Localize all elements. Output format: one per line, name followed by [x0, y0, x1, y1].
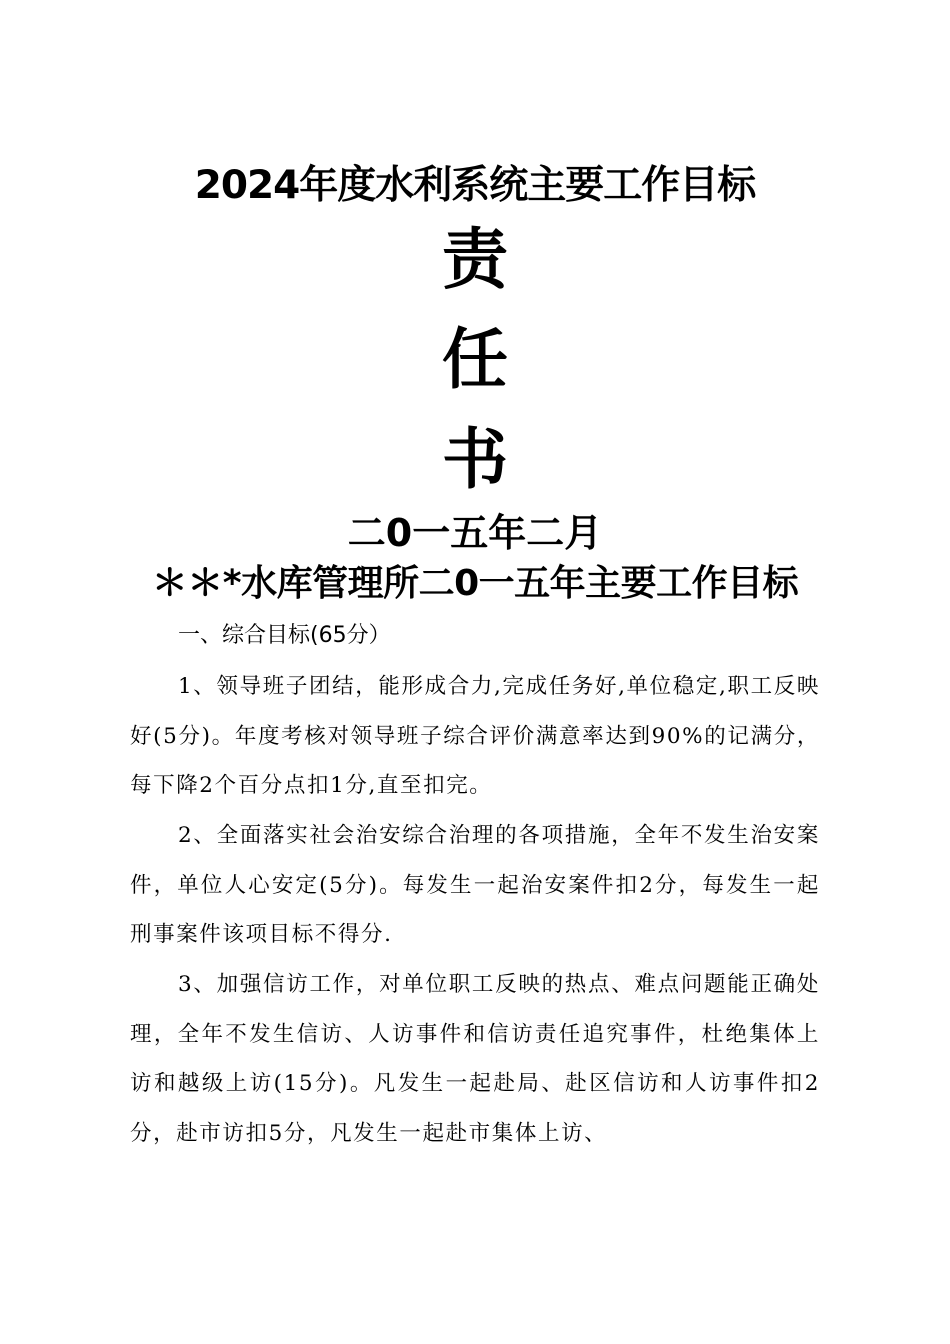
paragraph-2: 2、全面落实社会治安综合治理的各项措施，全年不发生治安案件，单位人心安定(5分)。每发生一起治安案件扣2分，每发生一起刑事案件该项目标不得分.: [130, 823, 820, 947]
document-date: 二0一五年二月: [347, 511, 603, 555]
title-char-shu: 书: [442, 421, 508, 498]
paragraph-3: 3、加强信访工作，对单位职工反映的热点、难点问题能正确处理，全年不发生信访、人访事件和信访责任追究事件，杜绝集体上访和越级上访(15分)。凡发生一起赴局、赴区信访和人访事件扣2分，赴市访扣5分，凡发生一起赴市集体上访、: [130, 972, 820, 1146]
paragraph-1: 1、领导班子团结，能形成合力,完成任务好,单位稳定,职工反映好(5分)。年度考核对领导班子综合评价满意率达到90%的记满分，每下降2个百分点扣1分,直至扣完。: [130, 674, 820, 798]
document-title: 2024年度水利系统主要工作目标: [194, 163, 756, 208]
title-char-ren: 任: [442, 321, 508, 398]
section-heading: 一、综合目标(65分）: [178, 623, 391, 648]
title-char-ze: 责: [442, 221, 508, 298]
document-subtitle: ＊＊*水库管理所二0一五年主要工作目标: [151, 563, 799, 604]
